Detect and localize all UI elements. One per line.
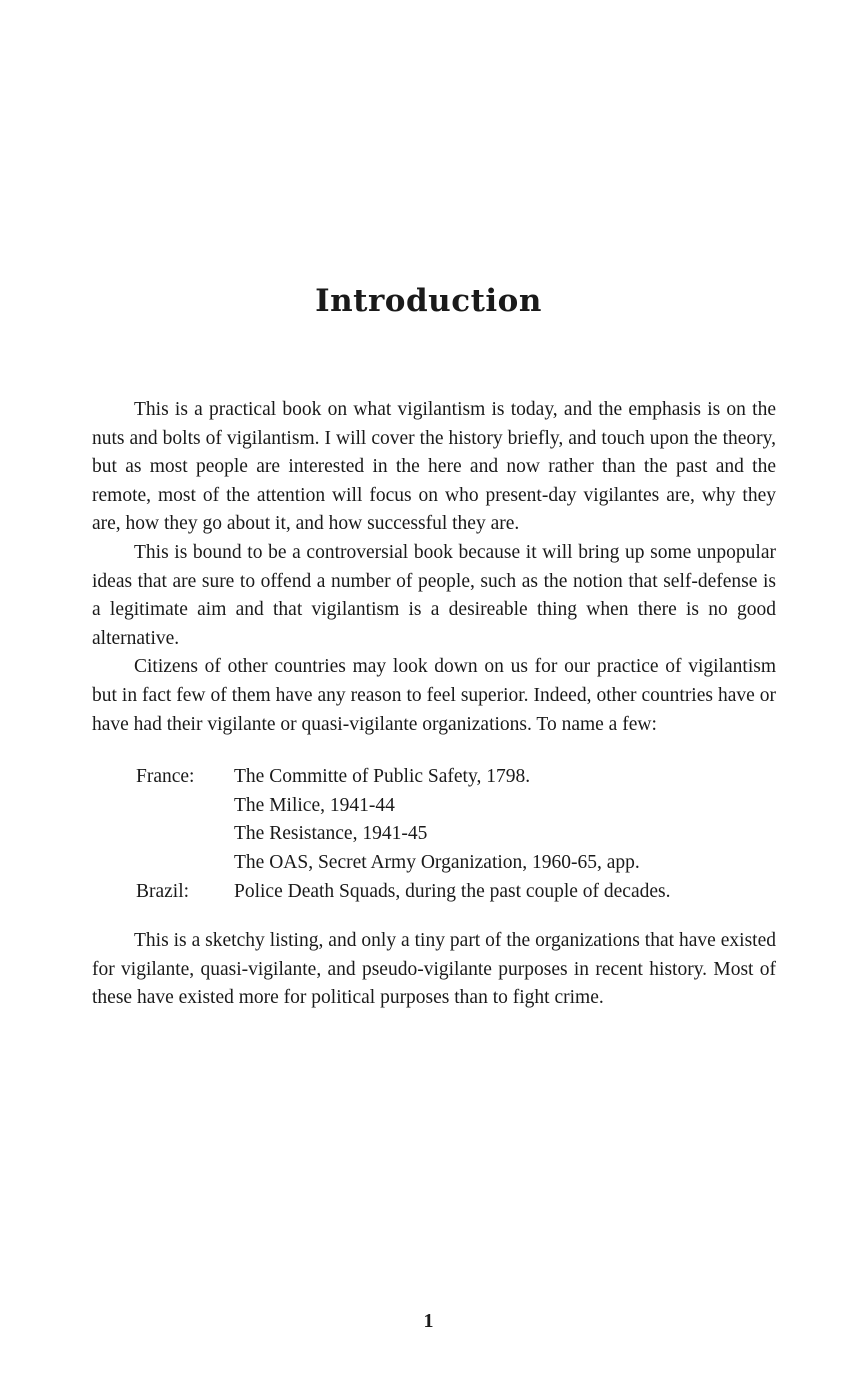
country-label: France: bbox=[136, 766, 195, 788]
list-entry-brazil bbox=[92, 878, 776, 907]
list-item: The Committe of Public Safety, 1798. bbox=[234, 766, 531, 788]
list-item: The Resistance, 1941-45 bbox=[234, 823, 428, 845]
organization-list bbox=[92, 763, 776, 906]
list-item: The OAS, Secret Army Organization, 1960-65, app. bbox=[234, 851, 640, 873]
page-number: 1 bbox=[423, 1310, 434, 1332]
chapter-body bbox=[92, 396, 776, 1013]
chapter-title: Introduction bbox=[315, 283, 542, 319]
list-entry-france bbox=[92, 763, 776, 877]
list-items bbox=[234, 763, 776, 877]
country-label: Brazil: bbox=[136, 880, 190, 902]
paragraph: Citizens of other countries may look down on us for our practice of vigilantism but in fact few of them have any reason to feel superior. Indeed, other countries have or have had their vigilante or quasi-vigilante organizations. To name a few: bbox=[92, 656, 776, 735]
list-items bbox=[234, 878, 776, 907]
paragraph: This is bound to be a controversial book because it will bring up some unpopular ideas that are sure to offend a number of people, such as the notion that self-defense is a legitimate aim and that vigilantism is a desireable thing when there is no good alternative. bbox=[92, 541, 776, 649]
list-item: The Milice, 1941-44 bbox=[234, 794, 395, 816]
paragraph: This is a practical book on what vigilantism is today, and the emphasis is on the nuts and bolts of vigilantism. I will cover the history briefly, and touch upon the theory, but as most people are interested in the here and now rather than the past and the remote, most of the attention will focus on who present-day vigilantes are, why they are, how they go about it, and how successful they are. bbox=[92, 399, 776, 535]
paragraph: This is a sketchy listing, and only a tiny part of the organizations that have existed for vigilante, quasi-vigilante, and pseudo-vigilante purposes in recent history. Most of these have existed more for political purposes than to fight crime. bbox=[92, 930, 776, 1009]
list-item: Police Death Squads, during the past couple of decades. bbox=[234, 880, 671, 902]
